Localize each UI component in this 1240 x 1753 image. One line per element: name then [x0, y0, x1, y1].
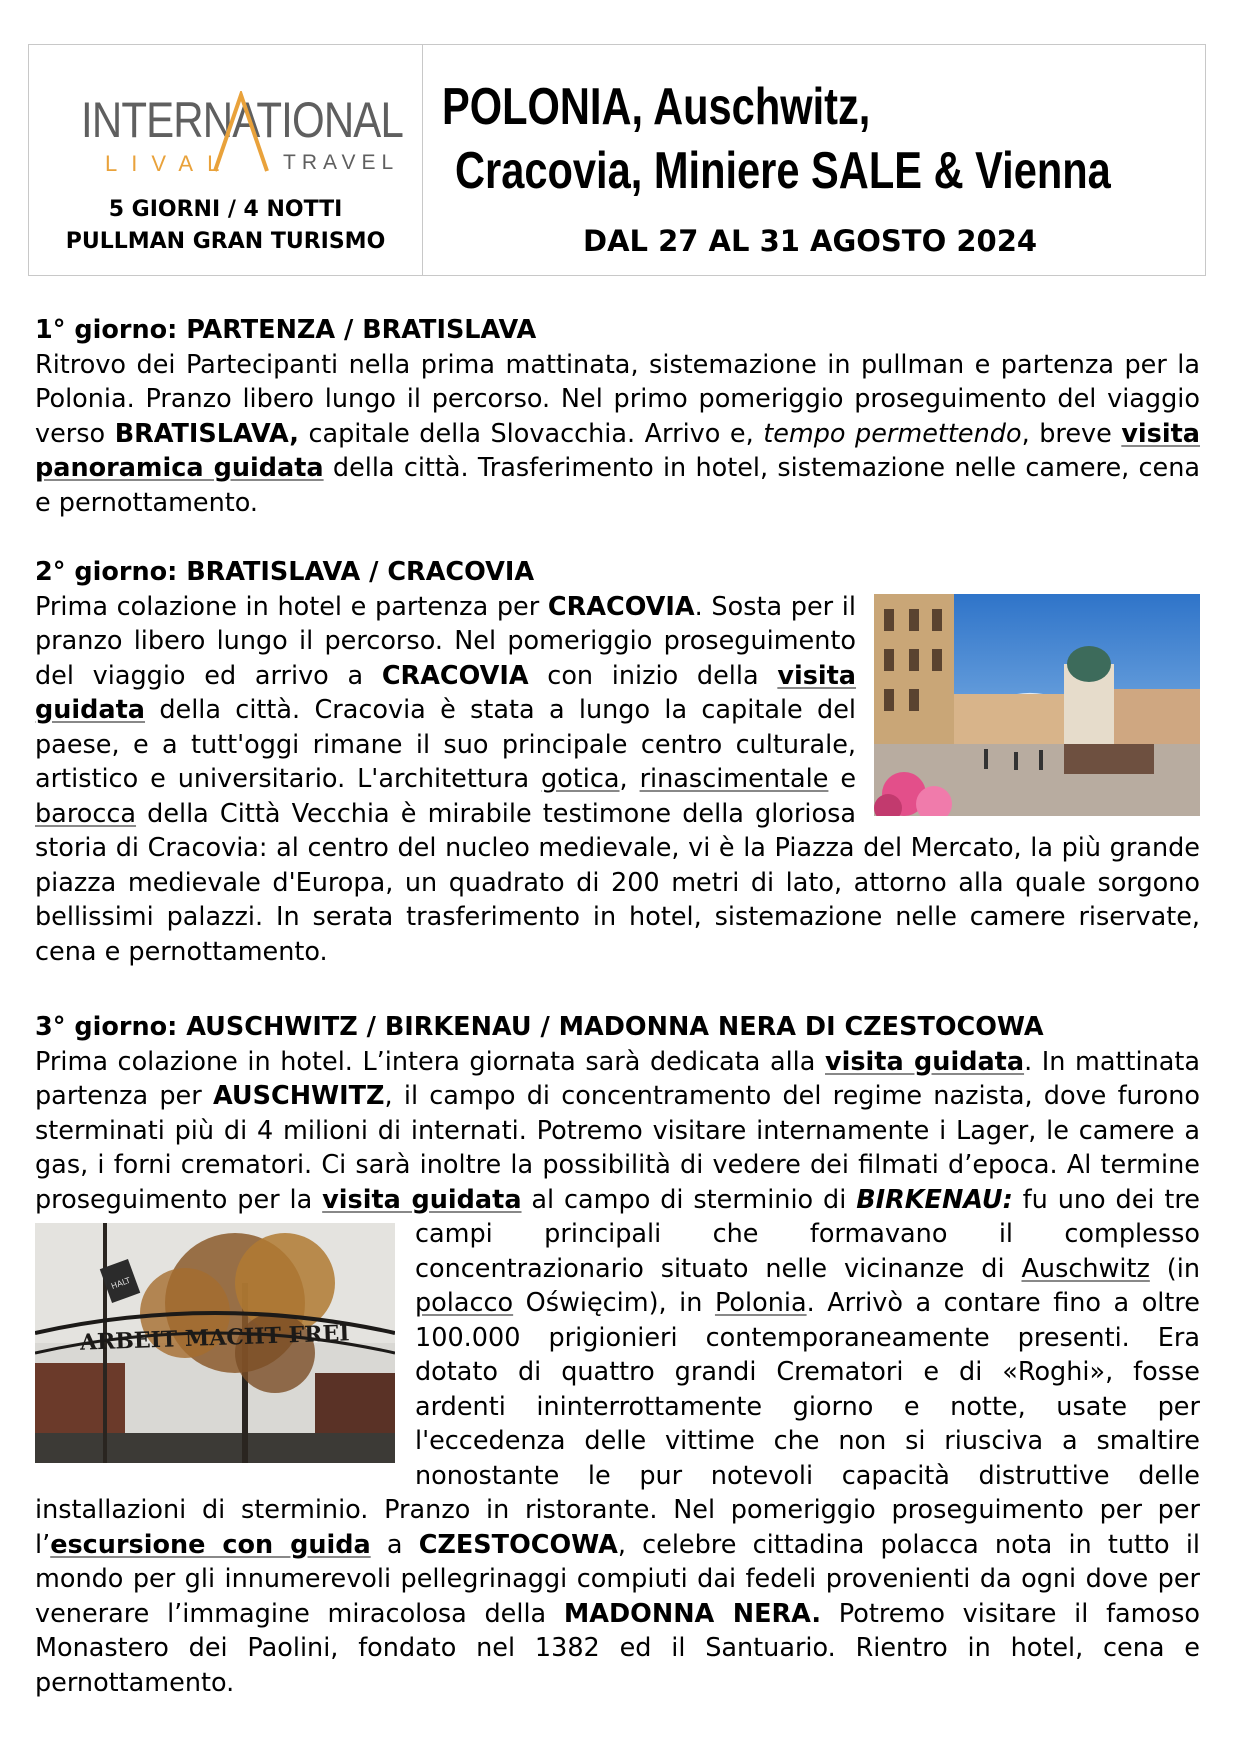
trip-transport: PULLMAN GRAN TURISMO	[65, 229, 386, 254]
day-3-text: Prima colazione in hotel. L’intera giornata sarà dedicata alla visita guidata. In mattinata partenza per AUSCHWITZ, il campo di concentramento del regime nazista, dove furono sterminati più di 4 milioni di internati. Potremo visitare internamente i Lager, le camere a gas, i forni crematori. Ci sarà inoltre la possibilità di vedere dei filmati d’epoca. Al termine proseguimento per la visita guidata al campo di sterminio di BIRKENAU: ARBEIT MACHT FREI HALT fu uno dei tre campi principali che formavano il complesso concentrazionario situato nelle vicinanze di Auschwitz (in polacco Oświęcim), in Polonia. Arrivò a contare fino a oltre 100.000 prigionieri contemporaneamente presenti. Era dotato di quattro grandi Crematori e di «Roghi», fosse ardenti ininterrottamente giorno e notte, usate per l'eccedenza delle vittime che non si riusciva a smaltire nonostante le pur notevoli capacità distruttive delle installazioni di sterminio. Pranzo in ristorante. Nel pomeriggio proseguimento per per l’escursione con guida a CZESTOCOWA, celebre cittadina polacca nota in tutto il mondo per gli innumerevoli pellegrinaggi compiuti dai fedeli provenienti da ogni dove per venerare l’immagine miracolosa della MADONNA NERA. Potremo visitare il famoso Monastero dei Paolini, fondato nel 1382 ed il Santuario. Rientro in hotel, cena e pernottamento.	[35, 1046, 1200, 1698]
day-1-heading: 1° giorno: PARTENZA / BRATISLAVA	[35, 315, 537, 345]
day-2-text: Prima colazione in hotel e partenza per CRACOVIA. Sosta per il pranzo libero lungo il percorso. Nel pomeriggio proseguimento del viaggio ed arrivo a CRACOVIA con inizio della visita guidata della città. Cracovia è stata a lungo la capitale del paese, e a tutt'oggi rimane il suo principale centro culturale, artistico e universitario. L'architettura gotica, rinascimentale e barocca della Città Vecchia è mirabile testimone della gloriosa storia di Cracovia: al centro del nucleo medievale, vi è la Piazza del Mercato, la più grande piazza medievale d'Europa, un quadrato di 200 metri di lato, attorno alla quale sorgono bellissimi palazzi. In serata trasferimento in hotel, sistemazione nelle camere riservate, cena e pernottamento.	[35, 591, 1200, 967]
krakow-square-photo	[874, 594, 1200, 816]
link-rinascimentale[interactable]: rinascimentale	[639, 764, 829, 794]
link-polonia[interactable]: Polonia	[714, 1288, 807, 1318]
day-2-section	[35, 555, 1200, 969]
day-3-section	[35, 1010, 1200, 1700]
day-2-heading: 2° giorno: BRATISLAVA / CRACOVIA	[35, 557, 535, 587]
logo-sub-right: TRAVEL	[283, 151, 400, 174]
title-line-2: Cracovia, Miniere SALE & Vienna	[455, 142, 1111, 200]
logo-brand-text: INTERNATIONAL	[81, 92, 404, 148]
trip-duration: 5 GIORNI / 4 NOTTI	[108, 197, 343, 222]
title-line-1: POLONIA, Auschwitz,	[442, 78, 871, 136]
gate-halt-sign: HALT	[110, 1275, 132, 1291]
link-polacco[interactable]: polacco	[415, 1288, 514, 1318]
header-divider	[422, 45, 423, 275]
link-gotica[interactable]: gotica	[541, 764, 620, 794]
day-3-heading: 3° giorno: AUSCHWITZ / BIRKENAU / MADONNA NERA DI CZESTOCOWA	[35, 1012, 1044, 1042]
logo-sub-left: LIVAL	[105, 151, 234, 176]
gate-sign-text: ARBEIT MACHT FREI	[79, 1320, 351, 1356]
auschwitz-gate-photo	[35, 1223, 395, 1463]
trip-dates: DAL 27 AL 31 AGOSTO 2024	[583, 224, 1038, 258]
day-1-text: Ritrovo dei Partecipanti nella prima mattinata, sistemazione in pullman e partenza per la Polonia. Pranzo libero lungo il percorso. Nel primo pomeriggio proseguimento del viaggio verso BRATISLAVA, capitale della Slovacchia. Arrivo e, tempo permettendo, breve visita panoramica guidata della città. Trasferimento in hotel, sistemazione nelle camere, cena e pernottamento.	[35, 349, 1201, 518]
day-1-section	[35, 313, 1200, 520]
link-auschwitz[interactable]: Auschwitz	[1021, 1253, 1150, 1284]
link-barocca[interactable]: barocca	[35, 798, 137, 829]
